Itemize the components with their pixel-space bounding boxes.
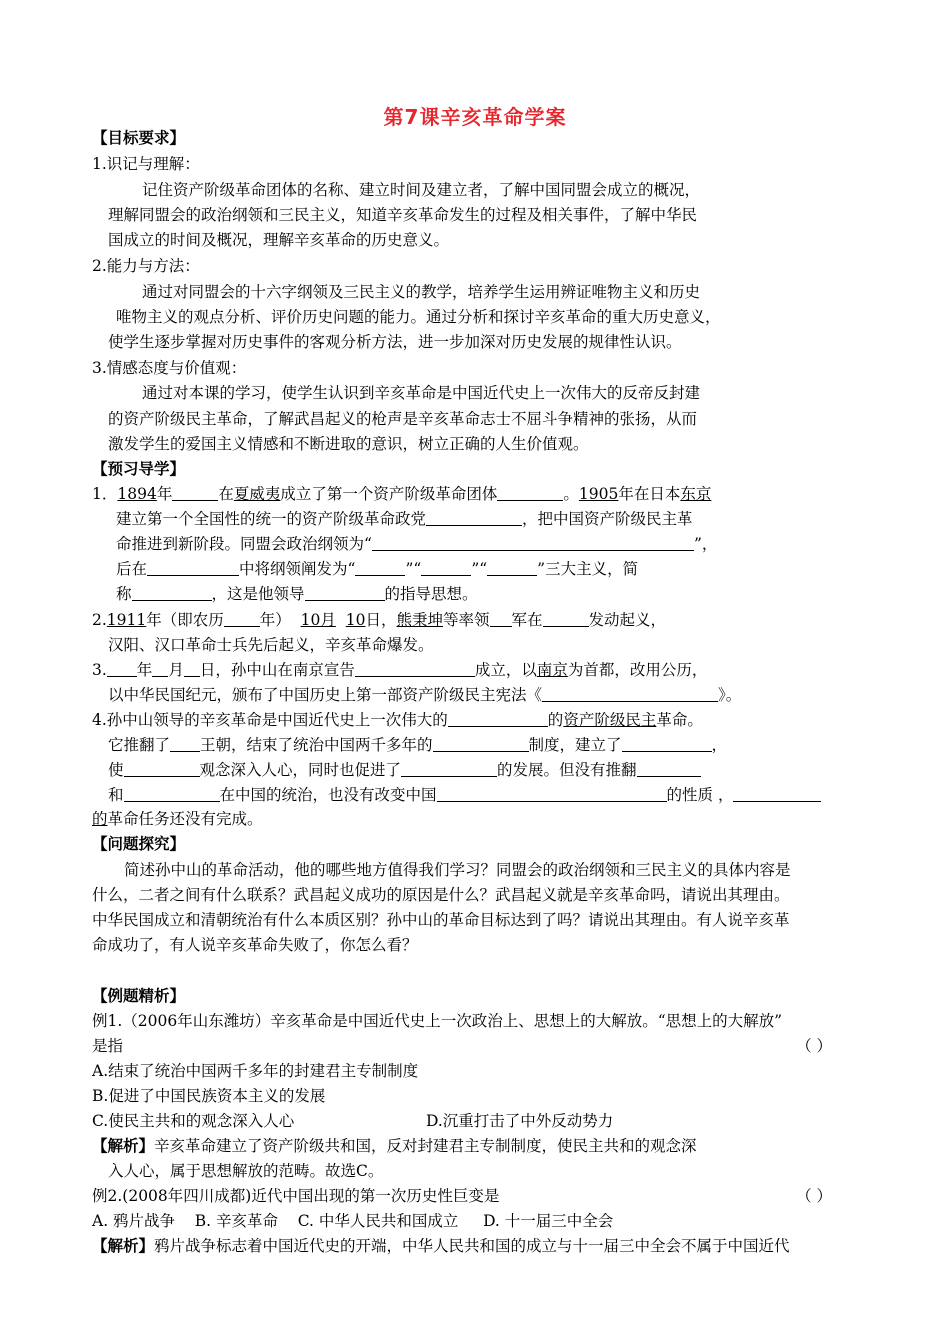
blank-field[interactable] [433, 737, 529, 752]
item-number: 2. [92, 611, 107, 629]
text: 发动起义， [588, 611, 667, 629]
goal-2-line: 唯物主义的观点分析、评价历史问题的能力。通过分析和探讨辛亥革命的重大历史意义， [116, 308, 721, 326]
text: 它推翻了 [108, 736, 171, 754]
goal-3-line: 的资产阶级民主革命，了解武昌起义的枪声是辛亥革命志士不屈斗争精神的张扬，从而 [108, 410, 698, 428]
goal-3-line: 激发学生的爱国主义情感和不断进取的意识，树立正确的人生价值观。 [108, 435, 589, 453]
text: 制度，建立了 [528, 736, 622, 754]
place-nanjing: 南京 [536, 661, 568, 679]
preview-item-3-line [108, 685, 741, 705]
blank-field[interactable] [152, 662, 168, 677]
text: 年（即农历 [146, 611, 224, 629]
text: 中将纲领阐发为“ [239, 560, 356, 578]
text: ，这是他领导 [211, 585, 305, 603]
preview-item-2-line: 汉阳、汉口革命士兵先后起义，辛亥革命爆发。 [108, 636, 434, 654]
option-c: C. 中华人民共和国成立 [297, 1212, 459, 1230]
text: ， [711, 736, 728, 754]
preview-item-1-line [116, 584, 478, 604]
example-1-question-cont [92, 1036, 832, 1056]
underlined-text: 的 [92, 810, 108, 828]
blank-field[interactable] [184, 662, 200, 677]
preview-item-4 [92, 710, 703, 730]
answer-parentheses[interactable]: （ ） [796, 1187, 832, 1205]
goal-3-line: 通过对本课的学习，使学生认识到辛亥革命是中国近代史上一次伟大的反帝反封建 [142, 384, 701, 402]
goal-1-line: 国成立的时间及概况，理解辛亥革命的历史意义。 [108, 231, 450, 249]
blank-field[interactable] [124, 762, 200, 777]
goal-1-heading: 1.识记与理解： [92, 155, 200, 173]
option-b: B. 辛亥革命 [194, 1212, 279, 1230]
goal-2-heading: 2.能力与方法： [92, 257, 200, 275]
text: 在中国的统治，也没有改变中国 [219, 786, 437, 804]
place-tokyo: 东京 [680, 485, 712, 503]
explore-line: 什么，二者之间有什么联系？武昌起义成功的原因是什么？武昌起义就是辛亥革命吗，请说出其理由。 [92, 886, 790, 904]
goal-1-line: 理解同盟会的政治纲领和三民主义，知道辛亥革命发生的过程及相关事件，了解中华民 [108, 206, 698, 224]
answer-parentheses[interactable]: （ ） [796, 1037, 832, 1055]
text: 在 [218, 485, 234, 503]
blank-field[interactable] [132, 586, 212, 601]
blank-field[interactable] [305, 586, 385, 601]
text: 的 [547, 711, 564, 729]
text: 革命任务还没有完成。 [107, 810, 263, 828]
blank-field[interactable] [426, 511, 522, 526]
blank-field[interactable] [224, 612, 260, 627]
date-day: 10 [345, 611, 366, 629]
explore-line: 命成功了，有人说辛亥革命失败了，你怎么看？ [92, 936, 418, 954]
text: ，把中国资产阶级民主革 [522, 510, 693, 528]
example-2-analysis [92, 1236, 790, 1256]
blank-field[interactable] [622, 737, 712, 752]
text: 月 [168, 661, 184, 679]
year-1911: 1911 [106, 611, 147, 629]
text: 建立第一个全国性的统一的资产阶级革命政党 [116, 510, 427, 528]
analysis-tag: 【解析】 [92, 1137, 155, 1155]
example-1-question: 例1.（2006年山东潍坊）辛亥革命是中国近代史上一次政治上、思想上的大解放。“思想上的大解放” [92, 1012, 783, 1030]
example-1-option-b: B.促进了中国民族资本主义的发展 [92, 1087, 326, 1105]
goal-1-line: 记住资产阶级革命团体的名称、建立时间及建立者，了解中国同盟会成立的概况， [142, 181, 701, 199]
blank-field[interactable] [542, 687, 718, 702]
blank-field[interactable] [497, 486, 563, 501]
goal-2-line: 通过对同盟会的十六字纲领及三民主义的教学，培养学生运用辨证唯物主义和历史 [142, 283, 701, 301]
blank-field[interactable] [448, 712, 548, 727]
text: 革命。 [656, 711, 703, 729]
preview-item-4-line [108, 735, 727, 755]
blank-field[interactable] [437, 787, 667, 802]
blank-field[interactable] [147, 561, 239, 576]
example-1-analysis-cont: 入人心，属于思想解放的范畴。故选C。 [108, 1162, 384, 1180]
preview-item-2 [92, 610, 666, 630]
blank-field[interactable] [372, 536, 694, 551]
blank-field[interactable] [733, 787, 821, 802]
analysis-tag: 【解析】 [92, 1237, 155, 1255]
text: ”“ [405, 560, 422, 578]
text: ”， [693, 535, 718, 553]
text: 王朝，结束了统治中国两千多年的 [200, 736, 433, 754]
text: 命推进到新阶段。同盟会政治纲领为“ [116, 535, 372, 553]
text: 观念深入人心，同时也促进了 [199, 761, 402, 779]
blank-field[interactable] [172, 486, 218, 501]
blank-field[interactable] [421, 561, 471, 576]
preview-item-4-line [92, 809, 263, 829]
text: ”“ [471, 560, 488, 578]
example-2-options [92, 1211, 613, 1231]
blank-field[interactable] [637, 762, 701, 777]
goal-2-line: 使学生逐步掌握对历史事件的客观分析方法，进一步加深对历史发展的规律性认识。 [108, 333, 682, 351]
blank-field[interactable] [107, 662, 137, 677]
place-hawaii: 夏威夷 [233, 485, 281, 503]
text: 年 [156, 485, 173, 503]
section-heading-preview: 【预习导学】 [92, 460, 186, 478]
blank-field[interactable] [490, 612, 512, 627]
section-heading-explore: 【问题探究】 [92, 835, 186, 853]
example-1-analysis [92, 1136, 697, 1156]
text: 》。 [718, 686, 742, 704]
text: 辛亥革命建立了资产阶级共和国，反对封建君主专制制度，使民主共和的观念深 [154, 1137, 697, 1155]
person-name: 熊秉坤 [396, 611, 443, 629]
text: 的指导思想。 [384, 585, 478, 603]
goal-3-heading: 3.情感态度与价值观： [92, 359, 247, 377]
text: 成立了第一个资产阶级革命团体 [280, 485, 498, 503]
text: 为首都，改用公历， [567, 661, 708, 679]
explore-line: 简述孙中山的革命活动，他的哪些地方值得我们学习？同盟会的政治纲领和三民主义的具体内容是 [124, 861, 791, 879]
preview-item-4-line [108, 785, 821, 805]
date-month: 10月 [300, 611, 336, 629]
blank-field[interactable] [401, 762, 497, 777]
item-number: 1． [92, 485, 118, 503]
text: 使 [108, 761, 124, 779]
item-number: 3. [92, 661, 107, 679]
text: ”三大主义，简 [537, 560, 639, 578]
blank-field[interactable] [124, 787, 220, 802]
preview-item-3 [92, 660, 707, 680]
text: 日，孙中山在南京宣告 [199, 661, 355, 679]
blank-field[interactable] [355, 662, 475, 677]
year-1905: 1905 [578, 485, 619, 503]
text: 日， [365, 611, 397, 629]
preview-item-1-line [116, 509, 693, 529]
explore-line: 中华民国成立和清朝统治有什么本质区别？孙中山的革命目标达到了吗？请说出其理由。有人说辛亥革 [92, 911, 790, 929]
text: 的发展。但没有推翻 [497, 761, 637, 779]
text: 成立，以 [474, 661, 537, 679]
text: 的性质 ， [666, 786, 734, 804]
text: 军在 [511, 611, 543, 629]
preview-item-1-line [116, 559, 638, 579]
text: 4.孙中山领导的辛亥革命是中国近代史上一次伟大的 [92, 711, 448, 729]
example-2-question [92, 1186, 832, 1206]
underlined-term: 资产阶级民主 [563, 711, 657, 729]
text: 鸦片战争标志着中国近代史的开端，中华人民共和国的成立与十一届三中全会不属于中国近代 [154, 1237, 790, 1255]
text: 年在日本 [618, 485, 681, 503]
text: 以中华民国纪元，颁布了中国历史上第一部资产阶级民主宪法《 [108, 686, 543, 704]
example-1-option-d: D.沉重打击了中外反动势力 [426, 1112, 614, 1130]
blank-field[interactable] [487, 561, 537, 576]
example-1-option-c: C.使民主共和的观念深入人心 [92, 1112, 295, 1130]
option-a: A. 鸦片战争 [92, 1212, 176, 1230]
page-title: 第7课辛亥革命学案 [383, 105, 567, 129]
text: 后在 [116, 560, 148, 578]
text: 是指 [92, 1037, 124, 1055]
text: 等率领 [443, 611, 490, 629]
year-1894: 1894 [117, 485, 157, 503]
preview-item-1 [92, 484, 711, 504]
text: 年） [259, 611, 291, 629]
text: 年 [136, 661, 153, 679]
text: 称 [116, 585, 132, 603]
section-heading-examples: 【例题精析】 [92, 987, 186, 1005]
text: 和 [108, 786, 124, 804]
section-heading-goals: 【目标要求】 [92, 129, 186, 147]
option-d: D. 十一届三中全会 [483, 1212, 614, 1230]
blank-field[interactable] [355, 561, 405, 576]
preview-item-1-line [116, 534, 717, 554]
preview-item-4-line [108, 760, 701, 780]
example-1-option-a: A.结束了统治中国两千多年的封建君主专制制度 [92, 1062, 419, 1080]
blank-field[interactable] [170, 737, 200, 752]
blank-field[interactable] [543, 612, 589, 627]
text: 。 [563, 485, 579, 503]
text: 例2.(2008年四川成都)近代中国出现的第一次历史性巨变是 [92, 1187, 500, 1205]
